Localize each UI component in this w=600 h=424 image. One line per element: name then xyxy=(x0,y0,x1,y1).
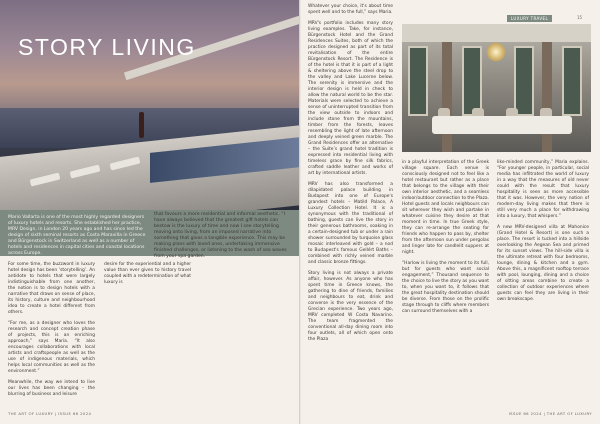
paragraph: MRV's portfolio includes many story living examples. Take, for instance, Bürgenstock Hotel and the Grand Residences Suites, both of which the practice designed as part of its total revitalisation of the entire Bürgenstock Resort. The Residence is of the hotel is that it is part of a light & sheltering above the steel drop to the valley and Lake Lucerne below. The serenity is immersive and the interior design is held in check to allow the natural world to be the star. Materials were selected to achieve a sense of uninterrupted transition from the view outside to indoors and include stone from the mountains, timber from the forests, leaves resembling the light of late afternoon and deeply veined green marble. The Grand Residences offer an alternative – the Suite’s grand hotel tradition is expressed into residential living with timeless grace by fine silk fabrics, crafted saddle leather and works of art by international artists. xyxy=(308,21,393,176)
paragraph: “Harlow is living the moment to its full, but for guests who want social engagement,” Thousand sequence to the choice to live the story as you want to, when you want to, it follows that the great hospitality destination should be diverse. From those on the prolific stage through to cliffs where members can surround themselves with a xyxy=(402,261,489,314)
footer-right: ISSUE 66 2024 | THE ART OF LUXURY xyxy=(508,411,592,416)
right-column-2 xyxy=(402,160,489,320)
left-column-2 xyxy=(104,262,191,291)
paragraph: Whatever your choice, it's about time spent well and to the full,” says Maria. xyxy=(308,4,393,15)
page-number: 15 xyxy=(577,15,583,20)
window xyxy=(462,46,482,116)
window xyxy=(562,46,582,116)
article-title: STORY LIVING xyxy=(18,34,196,60)
footer-left: THE ART OF LUXURY | ISSUE 66 2024 xyxy=(8,411,92,416)
pillar xyxy=(542,42,552,152)
dining-table xyxy=(432,116,572,134)
paragraph: Meanwhile, the way we intend to live our lives has been changing – the blurring of business and leisure xyxy=(8,380,95,397)
page-gutter xyxy=(299,0,301,424)
left-column-1 xyxy=(8,262,95,403)
paragraph: A new MRV-designed villa at Mahonice (Grand Hotel & Resort) is one such a place. The resort is tucked into a hillside overlooking the Aegean Sea and primed for its sunset views. The hill-side villa is the ultimate retreat with four bedrooms, lounge, dining & kitchen and a gym. Above this, a magnificent rooftop terrace with pool, lounging, dining and a choice of sitting areas combine to create a collection of outdoor experiences where guests can feel they are living in their own breakscape. xyxy=(497,225,589,302)
right-column-1 xyxy=(308,4,393,348)
restaurant-interior-photo xyxy=(402,24,591,152)
right-column-3 xyxy=(497,160,589,308)
ceiling xyxy=(402,24,591,42)
paragraph: MRV has also transformed a dilapidated palace building in Budapest into one of Europe's grandest hotels – Matild Palace, A Luxury Collection Hotel. It is a synonymous with the traditional of bathing, guests can live the story in their generous bathrooms, soaking in a certain-designed tub or under a rain shower surrounded by turquoise glass mosaic interleaved with gold – a nod to Budapest's famous Gellért Baths – combined with richly veined marble and classic bronze fittings. xyxy=(308,182,393,265)
intro-paragraph: that favours a more residential and informal aesthetic. “I have always believed that the greatest gift hotels can bestow is the luxury of time and now I see storytelling moving onto living, from an imposed narrative into something that gives a tangible experience. This may be making plans with loved ones, undertaking immensive finished challenges, or listening to the wash of sea waves from your spa garden. xyxy=(154,212,287,259)
paragraph: in a playful interpretation of the Greek village square. Each venue is consciously designed not to feel like a hotel restaurant but rather as a place that belongs to the village with their own interior aesthetic, and a seamless indoor/outdoor connection to the Plaza. Hotel guests and locals neighbours can sit wherever they wish and partake in whatever cuisine they desire at that moment in time. In true Greek style, they can re-arrange the seating for friends who happen to pass by, shelter from the afternoon sun under pergolas and linger late for candlelit suppers at night. xyxy=(402,160,489,255)
paragraph: “For me, as a designer who loves the research and concept creation phase of projects, this is an enriching approach,” says Maria. “It also encourages collaborations with local artists and craftspeople as well as the use of indigenous materials, which helps local communities as well as the environment.” xyxy=(8,321,95,374)
paragraph: Story living is not always a private affair, however. As anyone who has spent time in Greece knows, the gathering to dine of friends, families and neighbours to eat, drink and converse is the very essence of the Grecian experience. Two years ago, MRV completed W Costa Navarino. The team fragmented the conventional all-day dining room into four outlets, all of which open onto the Plaza xyxy=(308,271,393,342)
window xyxy=(514,46,534,116)
hero-photo-pool-terrace xyxy=(0,0,299,210)
paragraph: For some time, the buzzword in luxury hotel design has been ‘storytelling’. An antidote to hotels that were largely indistinguishable from one another, the notion is to design hotels with a narrative that draws on sense of place, its history, culture and neighbourhood idea to create a hotel different from others. xyxy=(8,262,95,315)
paragraph: desire for the experiential and a higher value than ever given to history travel coupled with a redetermination of what luxury is xyxy=(104,262,191,285)
paragraph: like-minded community,” Maria explains. “For younger people, in particular, social media has infiltrated the world of luxury in a way that the measures of old never could with the result that luxury hospitality is seen as more accessible that it was. However, the very notion of modern-day living makes that there is still very much a place for withdrawing into a luxury, that whispers.” xyxy=(497,160,589,219)
caption-text: Mario Vallarta is one of the most highly regarded designers of luxury hotels and resorts. She established her practice, MRV Design, in London 20 years ago and has since led the design of sixth seminal resorts as Costa Maravilla in Greece and Bürgenstock in Switzerland as well as a number of hotels and residences in capital cities and coastal locations across Europe. xyxy=(8,215,146,256)
standing-figure xyxy=(139,112,144,138)
chandelier xyxy=(486,42,506,62)
pillar xyxy=(442,42,452,152)
window xyxy=(408,46,428,116)
section-tag: LUXURY TRAVEL xyxy=(507,15,552,22)
